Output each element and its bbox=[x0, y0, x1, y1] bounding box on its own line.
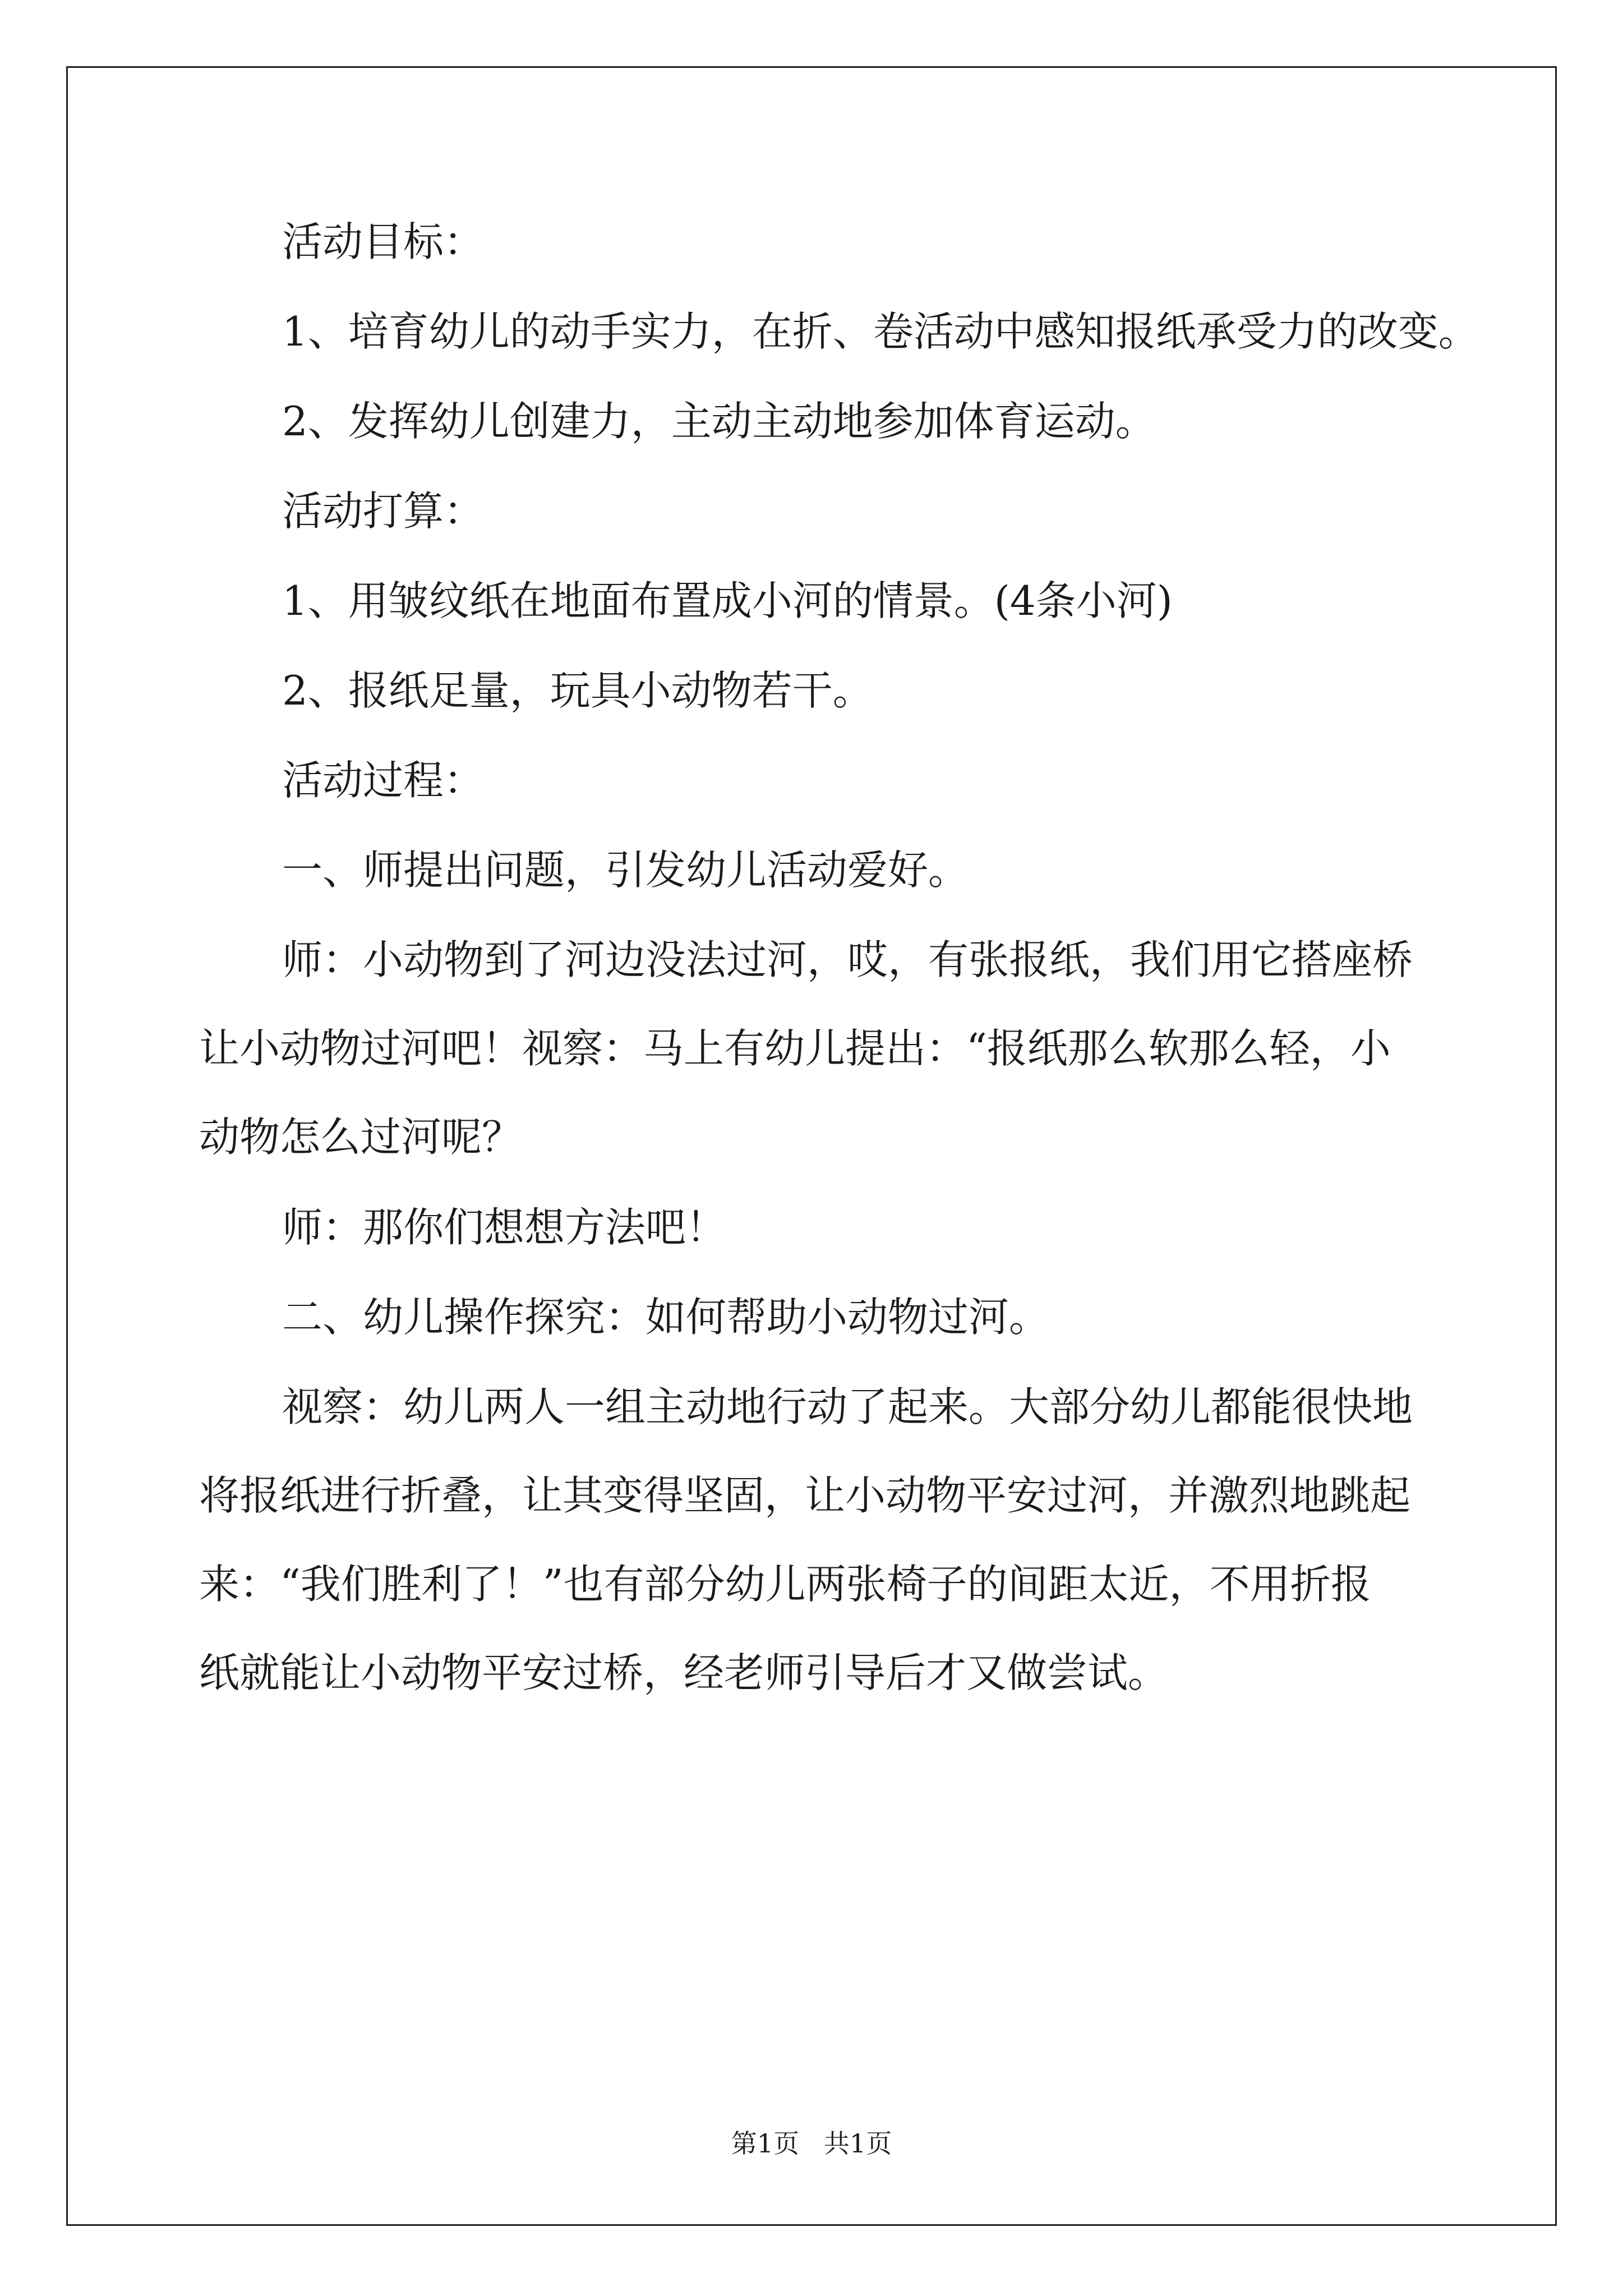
process-step-1: 一、师提出问题，引发幼儿活动爱好。 bbox=[282, 846, 969, 894]
document-body bbox=[199, 218, 1479, 1743]
paragraph-line: 来：“我们胜利了！”也有部分幼儿两张椅子的间距太近，不用折报 bbox=[199, 1561, 1371, 1608]
heading-activity-goals: 活动目标： bbox=[282, 218, 485, 265]
teacher-paragraph-2: 师：那你们想想方法吧！ bbox=[282, 1204, 727, 1251]
paragraph-line: 视察：幼儿两人一组主动地行动了起来。大部分幼儿都能很快地 bbox=[282, 1383, 1413, 1430]
goal-item-1: 1、培育幼儿的动手实力，在折、卷活动中感知报纸承受力的改变。 bbox=[282, 308, 1479, 355]
paragraph-line: 纸就能让小动物平安过桥，经老师引导后才又做尝试。 bbox=[199, 1649, 1169, 1696]
observation-paragraph bbox=[199, 1363, 1433, 1717]
paragraph-line: 动物怎么过河呢？ bbox=[199, 1114, 523, 1161]
goal-item-2: 2、发挥幼儿创建力，主动主动地参加体育运动。 bbox=[282, 398, 1156, 445]
paragraph-line: 将报纸进行折叠，让其变得坚固，让小动物平安过河，并激烈地跳起 bbox=[199, 1472, 1411, 1519]
process-step-2: 二、幼儿操作探究：如何帮助小动物过河。 bbox=[282, 1294, 1050, 1341]
teacher-paragraph-1 bbox=[199, 915, 1433, 1181]
paragraph-line: 让小动物过河吧！视察：马上有幼儿提出：“报纸那么软那么轻，小 bbox=[199, 1025, 1391, 1072]
paragraph-line: 师：小动物到了河边没法过河，哎，有张报纸，我们用它搭座桥 bbox=[282, 936, 1413, 983]
heading-activity-preparation: 活动打算： bbox=[282, 487, 485, 535]
page-number-footer: 第1页 共1页 bbox=[731, 2128, 892, 2159]
preparation-item-2: 2、报纸足量，玩具小动物若干。 bbox=[282, 667, 873, 714]
heading-activity-process: 活动过程： bbox=[282, 757, 485, 804]
preparation-item-1: 1、用皱纹纸在地面布置成小河的情景。(4条小河) bbox=[282, 577, 1173, 624]
